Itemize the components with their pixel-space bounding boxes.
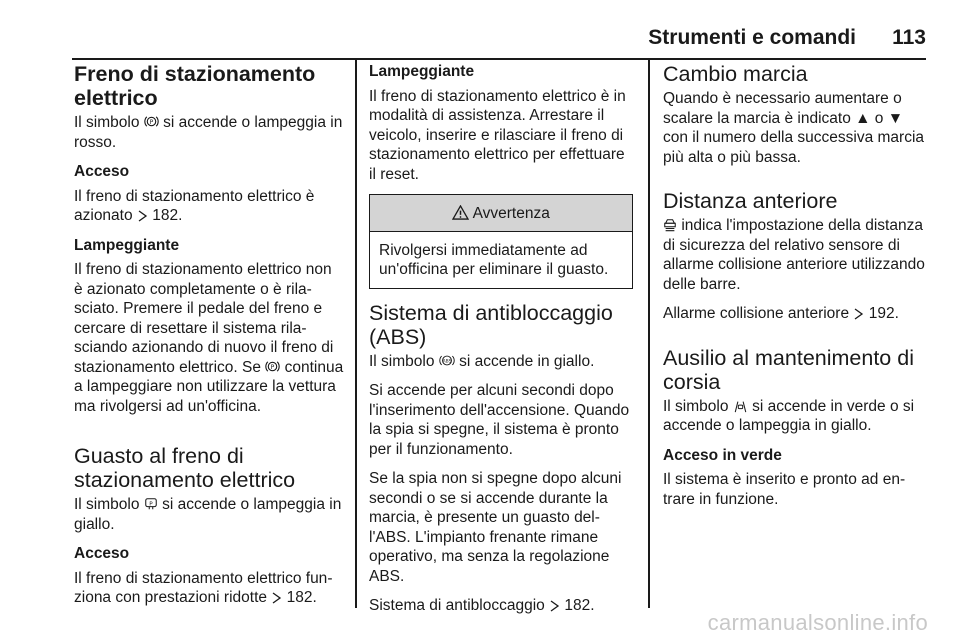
heading-acceso-2: Acceso [74,545,130,562]
following-distance-icon [663,218,677,232]
heading-lampeggiante: Lampeggiante [74,236,180,254]
svg-text:ABS: ABS [442,358,452,364]
column-2 [369,62,633,626]
heading-distanza: Distanza anteriore [663,189,838,213]
heading-freno-stazionamento: Freno di stazionamento elettrico [74,62,316,110]
abs-icon [439,353,455,368]
warning-header: Avvertenza [370,195,632,232]
column-1 [74,62,344,618]
page-number: 113 [892,26,926,49]
svg-text:P: P [270,363,275,371]
warning-triangle-icon [452,205,469,220]
paragraph-abs-3: Se la spia non si spegne dopo alcuni secondi o se si accende durante la marcia, è presente un guasto dell'ABS. L'impianto frenante rimane operativo, ma senza la regolazione ABS. [369,470,622,585]
paragraph-acceso-2: Il freno di stazionamento elettrico funziona con prestazioni ridotte 182. [74,569,333,606]
reference-arrow-icon [271,592,282,604]
column-divider-2 [648,58,650,608]
header-rule [72,58,926,60]
heading-abs: Sistema di antibloccaggio (ABS) [369,300,613,349]
heading-lampeggiante-2: Lampeggiante [369,63,475,80]
heading-ausilio-corsia: Ausilio al mantenimento di corsia [663,345,914,394]
warning-box [369,194,633,289]
heading-guasto-freno: Guasto al freno di stazionamento elettrico [74,444,296,492]
page-header [72,26,926,56]
paragraph-cambio: Quando è necessario aumentare o scalare la marcia è indicato ▲ o ▼ con il numero della successiva marcia più alta o più bassa. [663,90,925,166]
column-3 [663,62,928,519]
paragraph-abs-symbol: Il simbolo ABS si accende in giallo. [369,352,595,370]
paragraph-lampeggiante: Il freno di stazionamento elettrico non è azionato completamente o è rilasciato. Premere il pedale del freno e cercare di resettare il sistema rilasciando azionando di nuovo il freno di stazionamento elettrico. Se P continua a lampeggiare non utilizzare la vettura ma rivolgersi ad un'officina. [74,261,344,415]
paragraph-acceso: Il freno di stazionamento elettrico è azionato 182. [74,187,315,224]
paragraph-guasto-symbol: Il simbolo P si accende o lampeggia in giallo. [74,496,342,533]
svg-text:P: P [149,501,153,508]
svg-text:P: P [149,118,154,126]
heading-acceso-verde: Acceso in verde [663,446,782,464]
parking-brake-fault-icon [144,497,158,511]
warning-text: Rivolgersi immediatamente ad un'officina per eliminare il guasto. [379,241,609,278]
reference-arrow-icon [853,308,864,320]
paragraph-acceso-verde: Il sistema è inserito e pronto ad entrare in funzione. [663,471,906,508]
parking-brake-icon [265,359,280,374]
section-title: Strumenti e comandi [648,26,856,49]
watermark: carmanualsonline.info [707,610,928,635]
heading-cambio-marcia: Cambio marcia [663,62,808,86]
reference-arrow-icon [137,210,148,222]
paragraph-distanza: indica l'impostazione della distanza di sicurezza del relativo sensore di allarme collisione anteriore utilizzando delle barre. [663,217,925,293]
lane-assist-icon [733,399,748,413]
reference-arrow-icon [549,600,560,612]
paragraph-freno-symbol: Il simbolo P si accende o lampeggia in rosso. [74,114,343,151]
paragraph-abs-4: Sistema di antibloccaggio 182. [369,597,595,614]
paragraph-abs-2: Si accende per alcuni secondi dopo l'inserimento dell'accensione. Quando la spia si spegne, il sistema è pronto per il funzionamento. [369,382,630,458]
paragraph-lampeggiante-2: Il freno di stazionamento elettrico è in modalità di assistenza. Arrestare il veicolo, inserire e rilasciare il freno di stazionamento elettrico per effettuare il reset. [369,87,626,183]
paragraph-ausilio: Il simbolo si accende in verde o si accende o lampeggia in giallo. [663,397,915,434]
column-divider-1 [355,58,357,608]
paragraph-allarme: Allarme collisione anteriore 192. [663,305,899,322]
heading-acceso: Acceso [74,163,130,180]
parking-brake-icon [144,114,159,129]
